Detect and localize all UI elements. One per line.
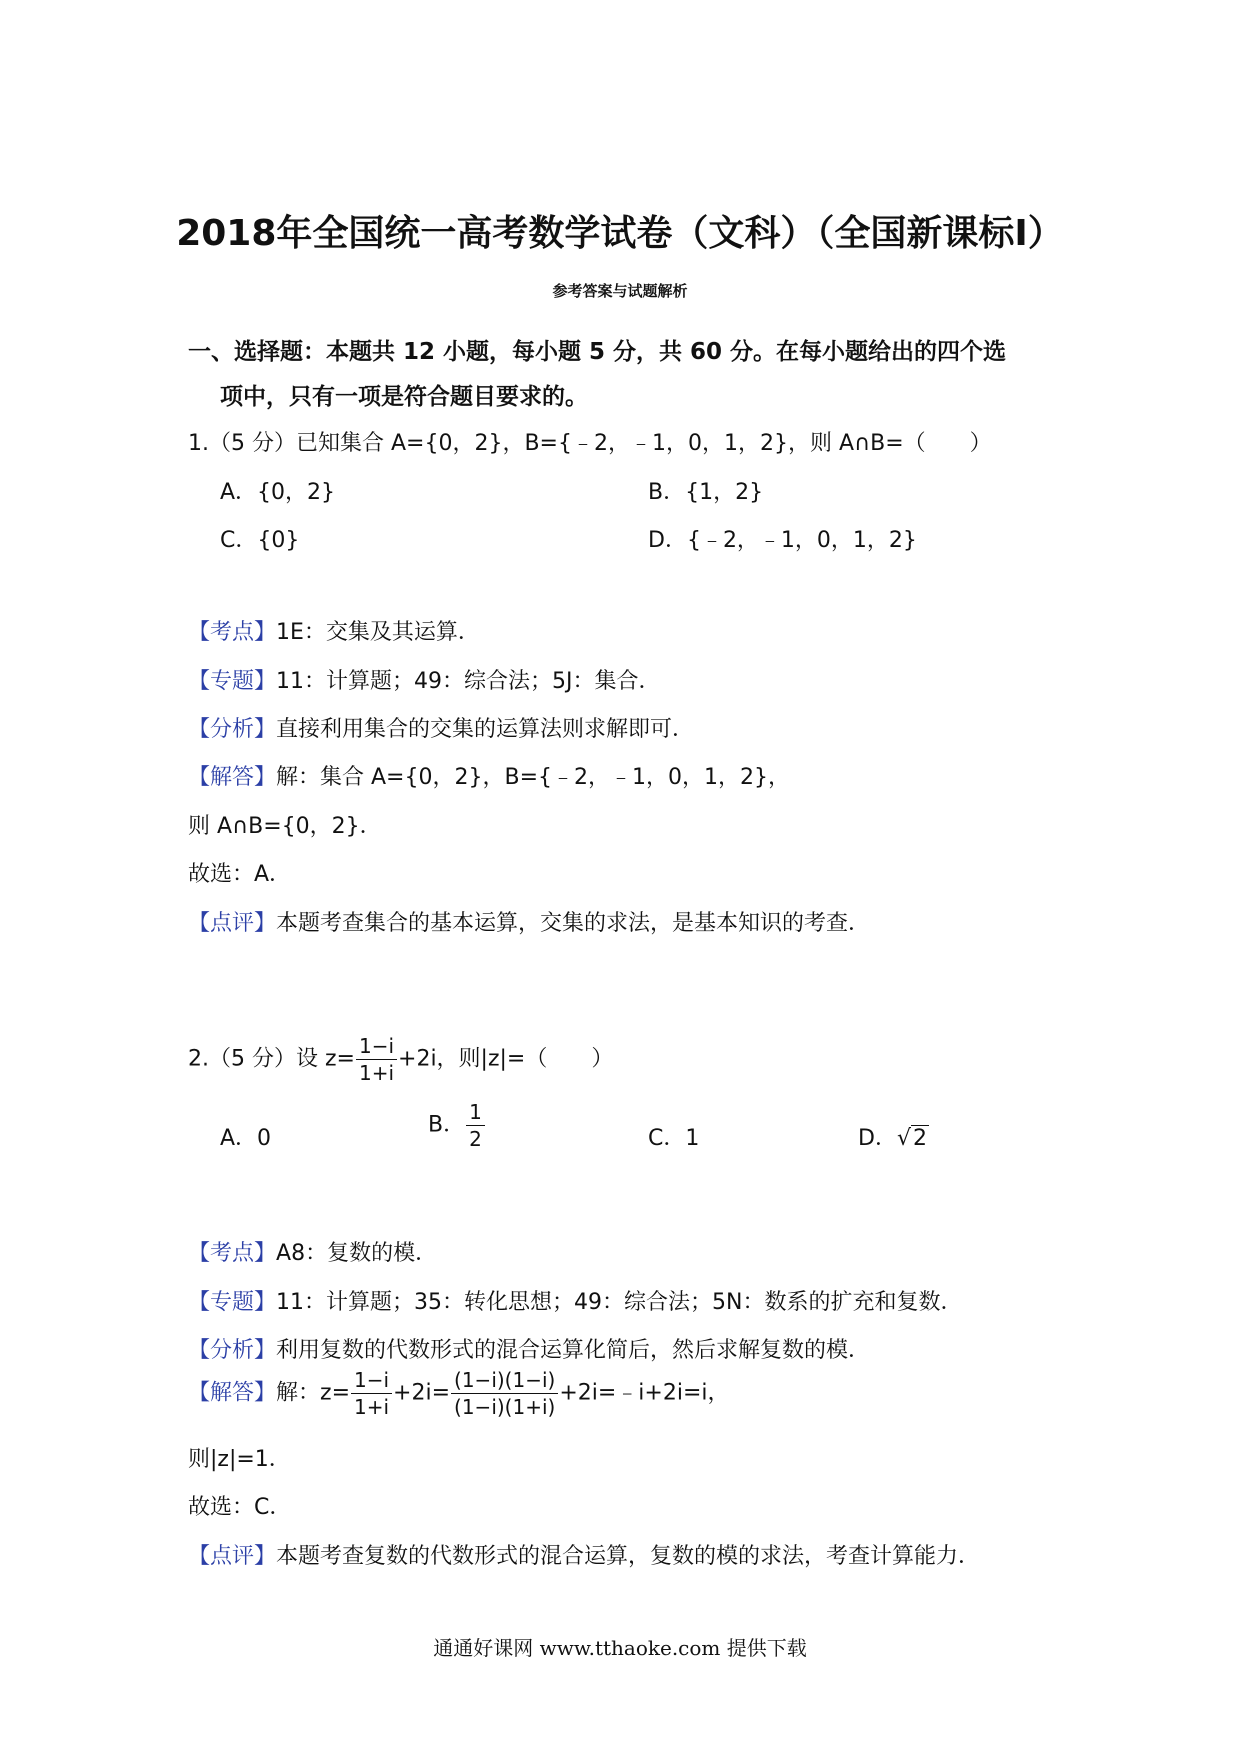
q2-zhuanti	[188, 1285, 962, 1316]
q2-dianping-text: 本题考查复数的代数形式的混合运算，复数的模的求法，考查计算能力．	[276, 1544, 981, 1569]
page-title: 2018年全国统一高考数学试卷（文科）（全国新课标Ⅰ）	[176, 213, 1064, 254]
q1-kaodian	[188, 615, 480, 646]
q1-fenxi-text: 直接利用集合的交集的运算法则求解即可．	[276, 717, 695, 742]
q2-option-b-fraction	[466, 1102, 485, 1149]
q1-option-a: A．{0，2}	[220, 480, 336, 505]
section-heading-line2: 项中，只有一项是符合题目要求的。	[220, 384, 588, 410]
page-footer: 通通好课网 www.tthaoke.com 提供下载	[433, 1636, 807, 1660]
q1-jieda-tag: 【解答】	[188, 765, 277, 790]
q2-kaodian-text: A8：复数的模．	[276, 1241, 438, 1266]
q1-jieda-text: 解：集合 A={0，2}，B={﹣2，﹣1，0，1，2}，	[276, 765, 790, 790]
q2-dianping	[188, 1539, 980, 1570]
q1-dianping-tag: 【点评】	[188, 911, 277, 936]
q1-zhuanti	[188, 664, 661, 695]
q2-jieda-f2-num: (1−i)(1−i)	[451, 1370, 558, 1394]
q2-zhuanti-text: 11：计算题；35：转化思想；49：综合法；5N：数系的扩充和复数．	[276, 1290, 963, 1315]
q2-jieda-pre: 解：z=	[276, 1380, 350, 1406]
section-heading-line1: 一、选择题：本题共 12 小题，每小题 5 分，共 60 分。在每小题给出的四个选	[188, 339, 1007, 365]
q2-fenxi-text: 利用复数的代数形式的混合运算化简后，然后求解复数的模．	[276, 1338, 871, 1363]
q2-jieda-line2: 则|z|=1．	[188, 1447, 291, 1472]
q2-stem-fraction	[356, 1036, 397, 1083]
q2-option-b-den: 2	[469, 1127, 482, 1151]
q1-fenxi-tag: 【分析】	[188, 717, 277, 742]
q2-option-d	[858, 1121, 929, 1152]
q2-stem-frac-num: 1−i	[356, 1036, 397, 1060]
q1-option-d: D．{﹣2，﹣1，0，1，2}	[648, 528, 917, 553]
q1-jieda-line2: 则 A∩B={0，2}．	[188, 814, 382, 839]
q2-stem-pre: 2.（5 分）设 z=	[188, 1046, 355, 1072]
q2-jieda-mid: +2i=	[393, 1380, 451, 1406]
q2-stem	[188, 1036, 613, 1083]
sqrt-icon: √2	[896, 1126, 927, 1151]
q2-option-b-num: 1	[466, 1102, 485, 1126]
q2-jieda-tag: 【解答】	[188, 1380, 277, 1406]
q1-zhuanti-tag: 【专题】	[188, 669, 277, 694]
q2-option-b-label: B．	[428, 1112, 466, 1138]
q1-zhuanti-text: 11：计算题；49：综合法；5J：集合．	[276, 669, 661, 694]
q2-kaodian-tag: 【考点】	[188, 1241, 277, 1266]
q2-kaodian	[188, 1236, 437, 1267]
q1-jieda	[188, 760, 790, 791]
q2-option-d-label: D．	[858, 1126, 897, 1151]
page-subtitle: 参考答案与试题解析	[552, 282, 688, 300]
q1-kaodian-tag: 【考点】	[188, 620, 277, 645]
q1-fenxi	[188, 712, 694, 743]
q1-kaodian-text: 1E：交集及其运算．	[276, 620, 480, 645]
q2-fenxi	[188, 1333, 870, 1364]
q1-dianping-text: 本题考查集合的基本运算，交集的求法，是基本知识的考查．	[276, 911, 871, 936]
q1-dianping	[188, 906, 870, 937]
q2-fenxi-tag: 【分析】	[188, 1338, 277, 1363]
q1-answer: 故选：A．	[188, 862, 292, 887]
q2-zhuanti-tag: 【专题】	[188, 1290, 277, 1315]
q2-jieda	[188, 1370, 730, 1417]
q2-answer: 故选：C．	[188, 1495, 292, 1520]
q2-option-b	[428, 1102, 486, 1149]
q1-option-b: B．{1，2}	[648, 480, 764, 505]
q2-dianping-tag: 【点评】	[188, 1544, 277, 1569]
q2-stem-frac-den: 1+i	[358, 1061, 395, 1085]
q2-jieda-fraction-2	[451, 1370, 558, 1417]
q2-option-c: C．1	[648, 1126, 700, 1151]
q2-jieda-f2-den: (1−i)(1+i)	[454, 1395, 556, 1419]
q2-stem-post: +2i，则|z|=（ ）	[398, 1046, 614, 1072]
q2-jieda-f1-num: 1−i	[351, 1370, 392, 1394]
q2-option-a: A．0	[220, 1126, 272, 1151]
q1-option-c: C．{0}	[220, 528, 300, 553]
q2-option-d-radicand: 2	[912, 1126, 927, 1151]
q2-jieda-fraction-1	[351, 1370, 392, 1417]
q2-jieda-post: +2i=﹣i+2i=i，	[559, 1380, 730, 1406]
q2-jieda-f1-den: 1+i	[354, 1395, 390, 1419]
q1-stem: 1.（5 分）已知集合 A={0，2}，B={﹣2，﹣1，0，1，2}，则 A∩B=（ ）	[188, 431, 992, 456]
